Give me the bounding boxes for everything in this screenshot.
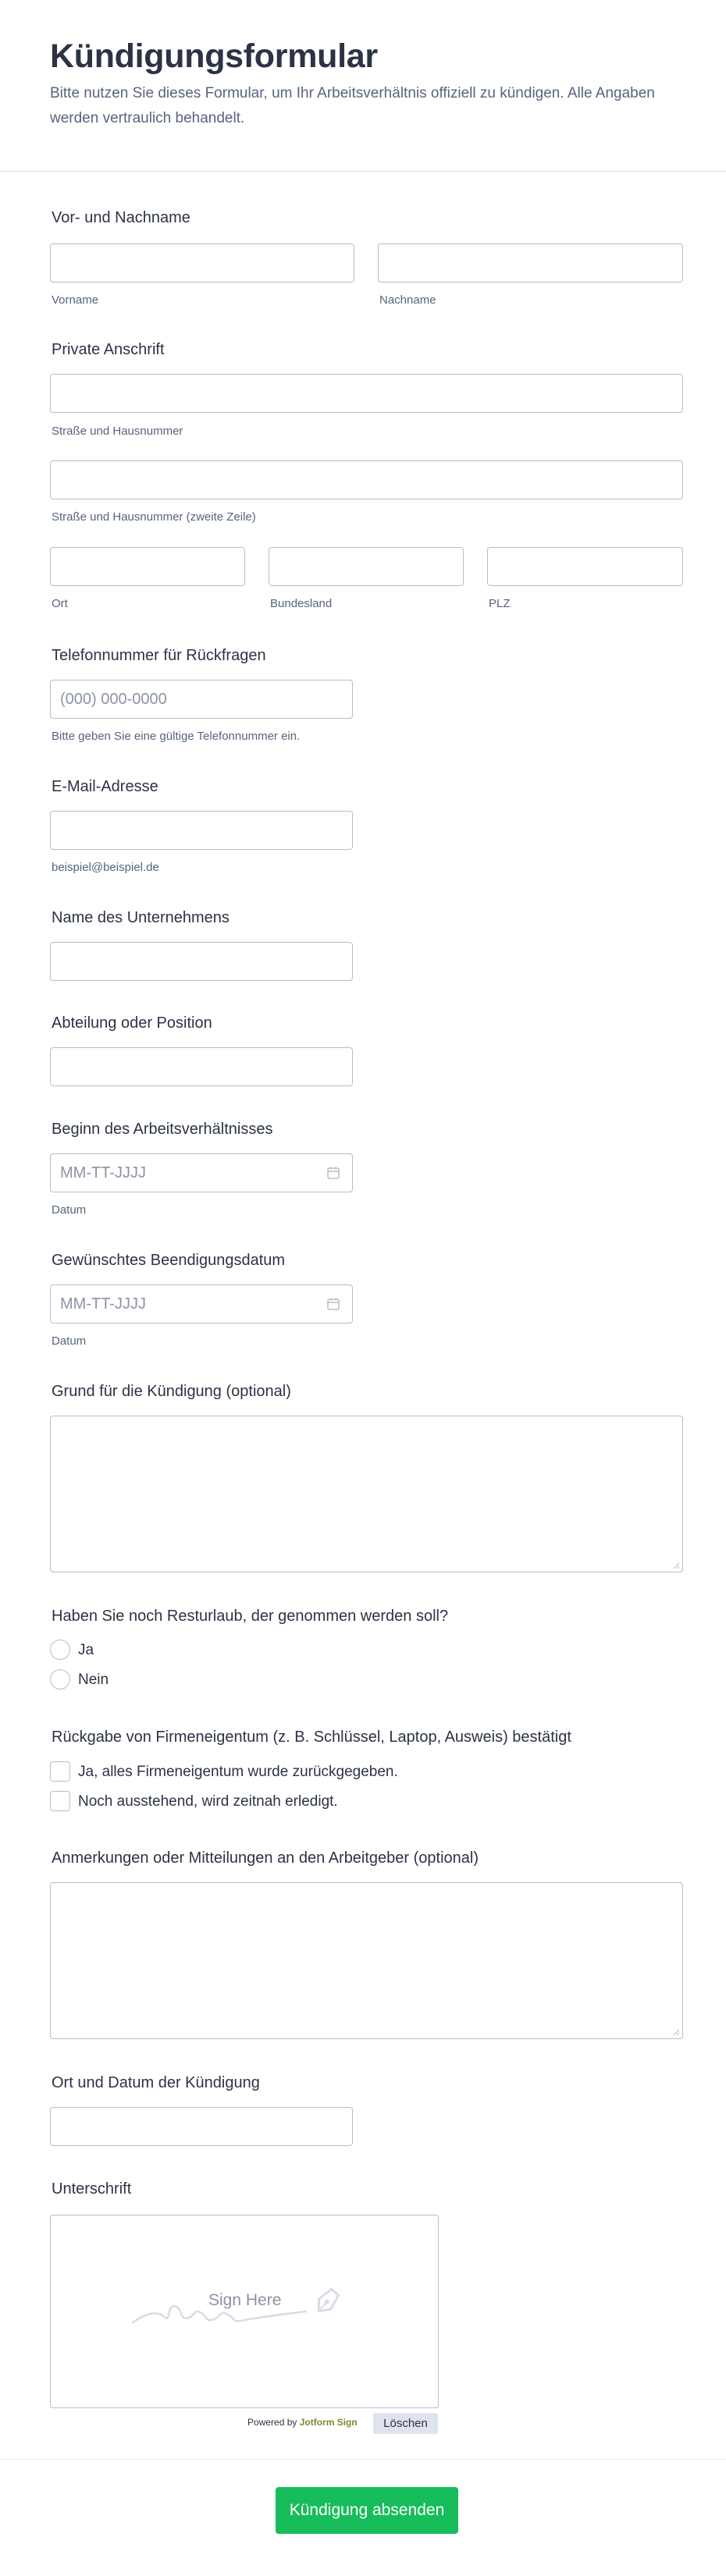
end-date-label: Gewünschtes Beendigungsdatum [52, 1252, 286, 1269]
remarks-label: Anmerkungen oder Mitteilungen an den Arbeitgeber (optional) [52, 1849, 479, 1867]
phone-label: Telefonnummer für Rückfragen [52, 647, 266, 664]
property-checkbox-pending[interactable] [50, 1791, 70, 1811]
property-label: Rückgabe von Firmeneigentum (z. B. Schlüssel, Laptop, Ausweis) bestätigt [52, 1729, 571, 1746]
submit-button[interactable]: Kündigung absenden [276, 2487, 458, 2534]
department-label: Abteilung oder Position [52, 1014, 212, 1032]
reason-label: Grund für die Kündigung (optional) [52, 1383, 291, 1400]
end-date-sublabel: Datum [52, 1334, 87, 1348]
start-date-input[interactable] [50, 1153, 353, 1192]
end-date-input[interactable] [50, 1284, 353, 1324]
email-label: E-Mail-Adresse [52, 778, 158, 795]
department-input[interactable] [50, 1047, 353, 1086]
reason-textarea[interactable] [50, 1416, 683, 1572]
email-input[interactable] [50, 811, 353, 850]
calendar-icon[interactable] [326, 1166, 340, 1180]
start-date-label: Beginn des Arbeitsverhältnisses [52, 1121, 273, 1138]
form-subtitle: Bitte nutzen Sie dieses Formular, um Ihr Arbeitsverhältnis offiziell zu kündigen. Alle Angaben werden vertraulich behandelt. [50, 85, 655, 126]
name-label: Vor- und Nachname [52, 209, 190, 226]
first-name-input[interactable] [50, 243, 354, 282]
vacation-option-label: Nein [78, 1672, 109, 1688]
property-checkbox-returned[interactable] [50, 1761, 70, 1782]
phone-sublabel: Bitte geben Sie eine gültige Telefonnummer ein. [52, 730, 301, 743]
sign-here-text: Sign Here [208, 2291, 282, 2309]
resize-grip-icon[interactable] [672, 1562, 680, 1569]
company-input[interactable] [50, 942, 353, 981]
first-name-sublabel: Vorname [52, 293, 99, 307]
powered-by [247, 2417, 358, 2428]
vacation-option-label: Ja [78, 1642, 94, 1658]
city-sublabel: Ort [52, 597, 68, 610]
street-sublabel: Straße und Hausnummer [52, 425, 183, 438]
resize-grip-icon[interactable] [672, 2028, 680, 2036]
vacation-radio-nein[interactable] [50, 1669, 70, 1690]
street2-input[interactable] [50, 460, 683, 499]
signature-placeholder-icon [131, 2279, 353, 2329]
property-option-label: Noch ausstehend, wird zeitnah erledigt. [78, 1793, 338, 1810]
vacation-label: Haben Sie noch Resturlaub, der genommen werden soll? [52, 1608, 449, 1625]
start-date-sublabel: Datum [52, 1203, 87, 1217]
state-input[interactable] [269, 547, 464, 586]
clear-signature-button[interactable]: Löschen [373, 2413, 438, 2434]
last-name-input[interactable] [378, 243, 683, 282]
street2-sublabel: Straße und Hausnummer (zweite Zeile) [52, 510, 256, 524]
company-label: Name des Unternehmens [52, 909, 230, 926]
state-sublabel: Bundesland [270, 597, 333, 610]
calendar-icon[interactable] [326, 1297, 340, 1311]
phone-input[interactable] [50, 680, 353, 719]
last-name-sublabel: Nachname [379, 293, 436, 307]
form-title: Kündigungsformular [50, 37, 378, 75]
powered-by-text: Powered by [247, 2417, 297, 2428]
form-header [0, 0, 726, 172]
place-date-input[interactable] [50, 2107, 353, 2146]
address-label: Private Anschrift [52, 341, 165, 358]
place-date-label: Ort und Datum der Kündigung [52, 2074, 260, 2091]
signature-label: Unterschrift [52, 2180, 132, 2198]
street-input[interactable] [50, 374, 683, 413]
zip-input[interactable] [487, 547, 683, 586]
vacation-radio-ja[interactable] [50, 1640, 70, 1660]
zip-sublabel: PLZ [489, 597, 511, 610]
city-input[interactable] [50, 547, 245, 586]
email-sublabel: beispiel@beispiel.de [52, 861, 159, 874]
property-option-label: Ja, alles Firmeneigentum wurde zurückgegeben. [78, 1764, 398, 1780]
jotform-sign-brand: Jotform Sign [299, 2417, 358, 2428]
remarks-textarea[interactable] [50, 1882, 683, 2039]
